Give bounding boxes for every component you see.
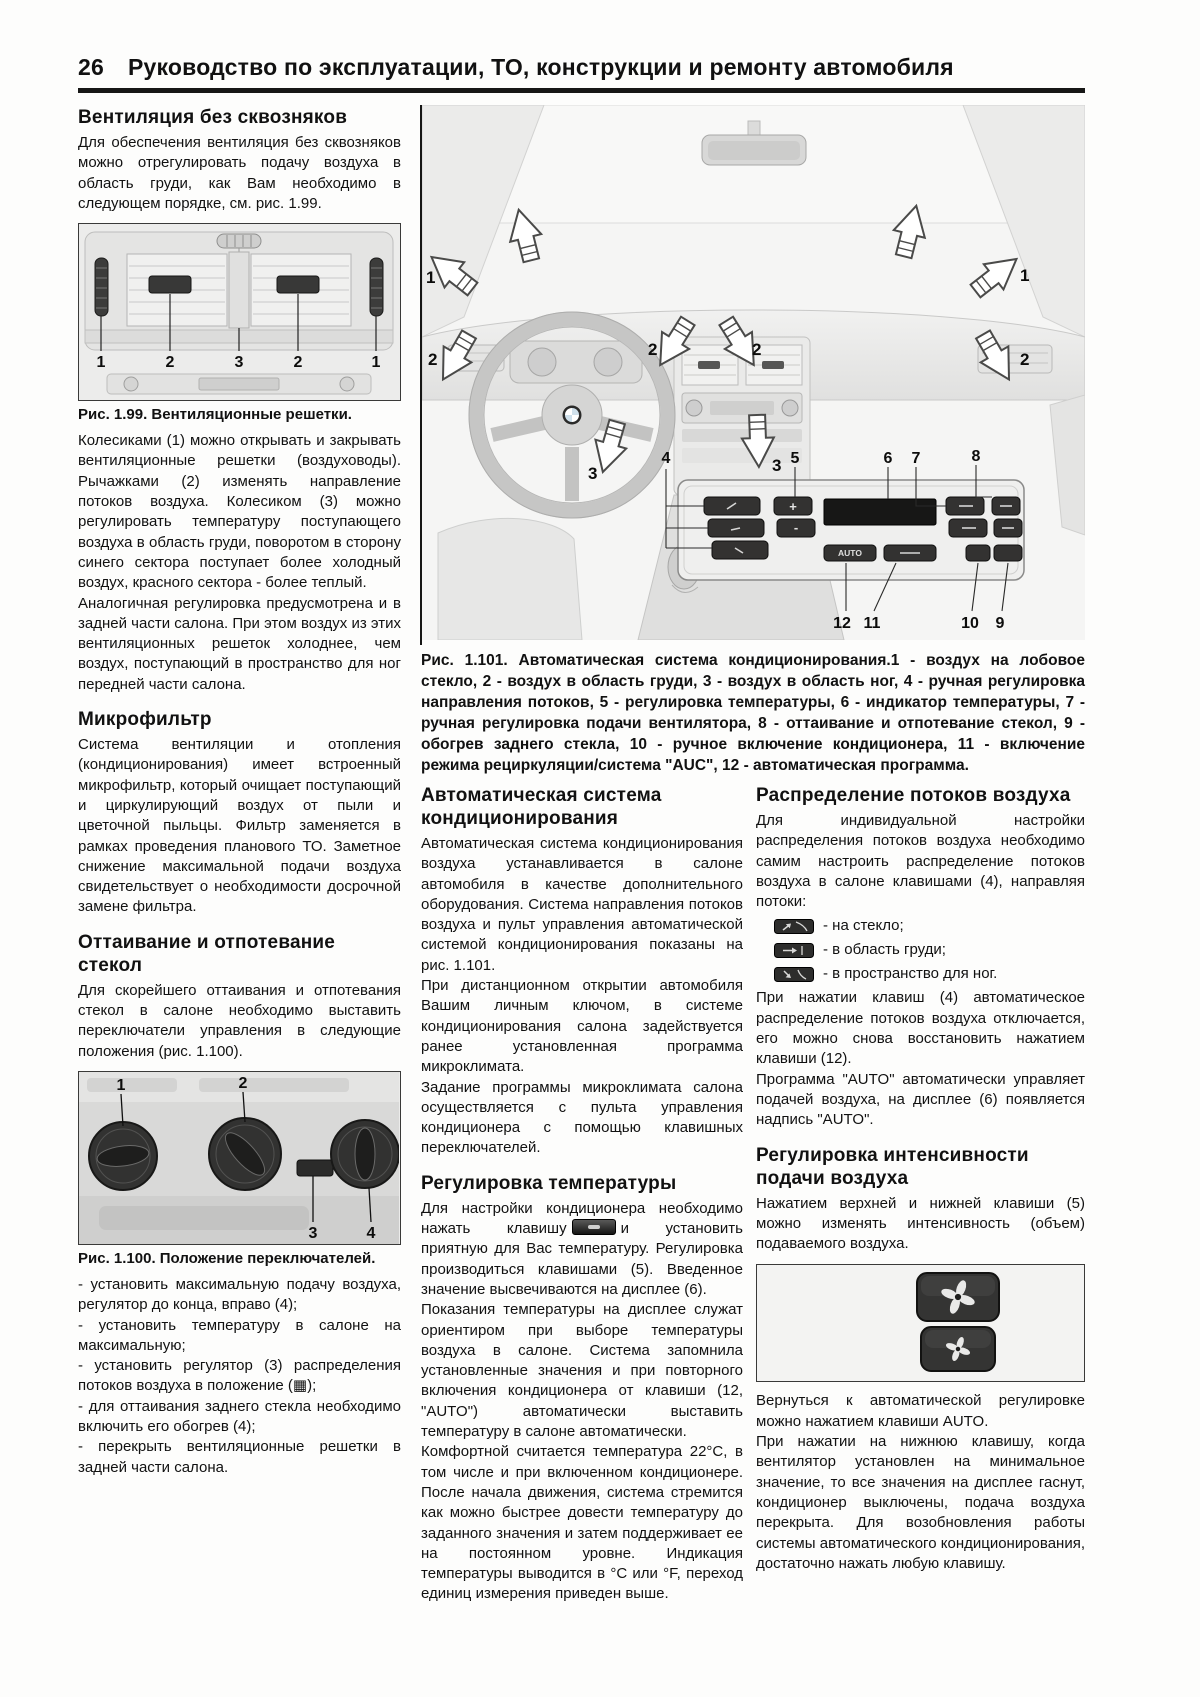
paragraph: Программа "AUTO" автоматически управляет подачей воздуха, на дисплее (6) появляется надпись "AUTO". [756, 1070, 1085, 1129]
knob-2 [209, 1118, 281, 1190]
arrow-label-2: 2 [648, 340, 658, 359]
airflow-option-footwell [774, 964, 1085, 984]
fan-decrease-button [921, 1327, 995, 1371]
section-heading-temperature: Регулировка температуры [421, 1172, 677, 1194]
header-rule [78, 88, 1085, 93]
right-thumbwheel [370, 258, 383, 316]
figure-1-100 [78, 1071, 401, 1245]
bmw-logo [563, 406, 582, 425]
arrow-label-2: 2 [428, 350, 438, 369]
figure-1-101-image [422, 105, 1085, 640]
paragraph: Вернуться к автоматической регулировке можно нажатием клавиши AUTO. [756, 1392, 1085, 1430]
paragraph: При нажатии на нижнюю клавишу, когда вентилятор установлен на минимальное значение, то все значения на дисплее гаснут, кондиционер выключены, подача воздуха перекрыта. Для возобновления работы системы автоматического кондиционирования, достаточно нажать любую клавишу. [756, 1433, 1085, 1572]
paragraph: Колесиками (1) можно открывать и закрывать вентиляционные решетки (воздуховоды). Рычажками (2) изменять направление потоков воздуха. Колесиком (3) можно регулировать температуру поступающего воздуха в область груди, поворотом в сторону синего сектора поступает более холодный воздух, красного сектора - более теплый. [78, 432, 401, 592]
figure-1-99-image [79, 224, 399, 400]
knob-1 [89, 1122, 157, 1190]
fig99-callout-5: 1 [371, 354, 381, 372]
figure-1-101 [420, 105, 1087, 645]
paragraph: Для обеспечения вентиляция без сквозняков можно отрегулировать подачу воздуха в область груди, как Вам необходимо в следующем порядке, см. рис. 1.99. [78, 134, 401, 212]
chest-air-key-icon [774, 943, 814, 958]
paragraph: Для скорейшего оттаивания и отпотевания стекол в салоне необходимо выставить переключатели управления в следующие положения (рис. 1.100). [78, 981, 401, 1060]
figure-1-101-caption: Рис. 1.101. Автоматическая система кондиционирования.1 - воздух на лобовое стекло, 2 - воздух в область груди, 3 - воздух в область ног, 4 - ручная регулировка направления потоков, 5 - регулировка температуры, 6 - индикатор температуры, 7 - ручная регулировка подачи вентилятора, 8 - оттаивание и отпотевание стекол, 9 - обогрев заднего стекла, 10 - ручное включение кондиционера, 11 - включение режима рециркуляции/система "AUC", 12 - автоматическая программа. [421, 652, 1085, 774]
minus-label: - [793, 520, 799, 535]
paragraph-text: Для настройки кондиционера необходимо нажать клавишу [421, 1199, 743, 1238]
bullet-item: - установить максимальную подачу воздуха, регулятор до конца, вправо (4); [78, 1275, 401, 1314]
knob-4 [331, 1120, 399, 1188]
paragraph: При дистанционном открытии автомобиля Вашим личным ключом, в системе кондиционирования салона задействуется ранее установленная программа микроклимата. [421, 977, 743, 1076]
arrow-label-2: 2 [1020, 350, 1030, 369]
panel-callout-7: 7 [911, 450, 921, 467]
figure-1-99-caption: Рис. 1.99. Вентиляционные решетки. [78, 406, 352, 424]
figure-1-100-image [79, 1072, 399, 1244]
section-heading-fan-intensity: Регулировка интенсивности подачи воздуха [756, 1144, 1029, 1189]
panel-callout-6: 6 [883, 450, 893, 467]
right-vent-grille [251, 254, 351, 326]
fig100-callout-4: 4 [366, 1224, 376, 1242]
temperature-key-icon [572, 1219, 616, 1235]
arrow-label-3: 3 [772, 456, 782, 475]
windshield-air-key-icon [774, 919, 814, 934]
panel-callout-4: 4 [661, 450, 671, 467]
arrow-label-1: 1 [1020, 266, 1030, 285]
bullet-item: - для оттаивания заднего стекла необходимо включить его обогрев (4); [78, 1397, 401, 1435]
radio-panel [107, 374, 371, 394]
section-heading-microfilter: Микрофильтр [78, 709, 212, 731]
section-heading-auto-ac: Автоматическая система кондиционирования [421, 785, 662, 829]
fan-buttons-figure [756, 1264, 1085, 1382]
page-title: Руководство по эксплуатации, ТО, конструкции и ремонту автомобиля [127, 54, 954, 80]
right-column [756, 784, 1085, 1574]
fig99-callout-3: 3 [234, 354, 244, 372]
fig100-callout-3: 3 [308, 1224, 318, 1242]
seat [438, 518, 582, 640]
paragraph: Задание программы микроклимата салона осуществляется с пульта управления кондиционера с помощью клавишных переключателей. [421, 1078, 743, 1157]
auto-button-label: AUTO [838, 548, 862, 558]
bullet-item: - установить температуру в салоне на максимальную; [78, 1316, 401, 1354]
paragraph: Для индивидуальной настройки распределения потоков воздуха необходимо самим настроить распределение потоков воздуха в салоне клавишами (4), направляя потоки: [756, 812, 1085, 911]
fan-buttons-image [757, 1265, 1083, 1381]
fig99-callout-1: 1 [96, 354, 106, 372]
fig100-callout-2: 2 [238, 1074, 248, 1092]
panel-callout-10: 10 [961, 615, 979, 632]
left-thumbwheel [95, 258, 108, 316]
plus-label: + [789, 499, 797, 514]
fig99-callout-2: 2 [165, 354, 175, 372]
paragraph: Аналогичная регулировка предусмотрена и в задней части салона. При этом воздух из этих вентиляционных решеток холоднее, чем воздух, поступающий в пространство для ног передней части салона. [78, 594, 401, 693]
page-number: 26 [78, 54, 104, 80]
instrument-cluster [510, 341, 642, 383]
paragraph: При нажатии клавиш (4) автоматическое распределение потоков воздуха отключается, его можно снова восстановить нажатием клавиши (12). [756, 989, 1085, 1068]
fan-increase-button [917, 1273, 999, 1321]
airflow-option-label: - в пространство для ног. [823, 965, 998, 983]
figure-1-99 [78, 223, 401, 401]
paragraph: Нажатием верхней и нижней клавиши (5) можно изменять интенсивность (объем) подаваемого воздуха. [756, 1194, 1085, 1253]
panel-callout-5: 5 [790, 450, 800, 467]
fig100-callout-1: 1 [116, 1076, 126, 1094]
arrow-label-1: 1 [426, 268, 436, 287]
panel-callout-9: 9 [995, 615, 1005, 632]
left-column [78, 106, 401, 1478]
bullet-item: - установить регулятор (3) распределения потоков воздуха в положение (▦); [78, 1357, 401, 1395]
left-vent-grille [127, 254, 227, 326]
middle-column [421, 784, 743, 1605]
paragraph: Автоматическая система кондиционирования воздуха устанавливается в салоне автомобиля в качестве дополнительного оборудования. Система направления потоков воздуха и пульт управления автоматической системой кондиционирования показаны на рис. 1.101. [421, 835, 743, 974]
button-3 [297, 1160, 333, 1176]
airflow-option-label: - на стекло; [823, 917, 904, 935]
paragraph: Система вентиляции и отопления (кондиционирования) имеет встроенный микрофильтр, который очищает поступающий и циркулирующий воздух от пыли и цветочной пыльцы. Фильтр заменяется в рамках проведения планового ТО. Заметное снижение максимальной подачи воздуха свидетельствует о необходимости досрочной замене фильтра. [78, 736, 401, 916]
page-header [78, 54, 1085, 93]
bullet-item: - перекрыть вентиляционные решетки в задней части салона. [78, 1438, 401, 1476]
flow-direction-buttons [704, 497, 768, 559]
paragraph-with-key [421, 1199, 743, 1300]
paragraph: Показания температуры на дисплее служат ориентиром при выборе температуры воздуха в салоне. Система запомнила установленные значения и при повторного включения кондиционера от клавиши (12, "AUTO") автоматически выставить температуру в салоне автоматически. [421, 1301, 743, 1441]
fig99-callout-4: 2 [293, 354, 303, 372]
panel-callout-8: 8 [971, 448, 981, 465]
center-stack [674, 337, 810, 495]
section-heading-airflow-distribution: Распределение потоков воздуха [756, 785, 1071, 806]
panel-callout-12: 12 [833, 615, 851, 632]
temperature-display [824, 499, 936, 525]
arrow-label-3: 3 [588, 464, 598, 483]
panel-callout-11: 11 [863, 615, 881, 632]
center-temp-wheel [217, 234, 261, 248]
section-heading-ventilation: Вентиляция без сквозняков [78, 107, 348, 128]
section-heading-defrost: Оттаивание и отпотевание стекол [78, 931, 336, 976]
paragraph-text: и установить приятную для Вас температуру. Регулировка производиться клавишами (5). Введенное значение высвечиваются на дисплее (6). [421, 1220, 743, 1298]
paragraph: Комфортной считается температура 22°C, в том числе и при включенном кондиционере. После начала движения, система стремится как можно быстрее довести температуру до заданного значения и затем поддерживает ее на постоянном уровне. Индикация температуры выводится в °C или °F, переход единиц измерения приведен выше. [421, 1443, 743, 1603]
airflow-option-chest [774, 940, 1085, 960]
footwell-air-key-icon [774, 967, 814, 982]
airflow-option-label: - в область груди; [823, 941, 946, 959]
figure-1-100-caption: Рис. 1.100. Положение переключателей. [78, 1249, 376, 1267]
arrow-label-2: 2 [752, 340, 762, 359]
airflow-option-windshield [774, 916, 1085, 936]
